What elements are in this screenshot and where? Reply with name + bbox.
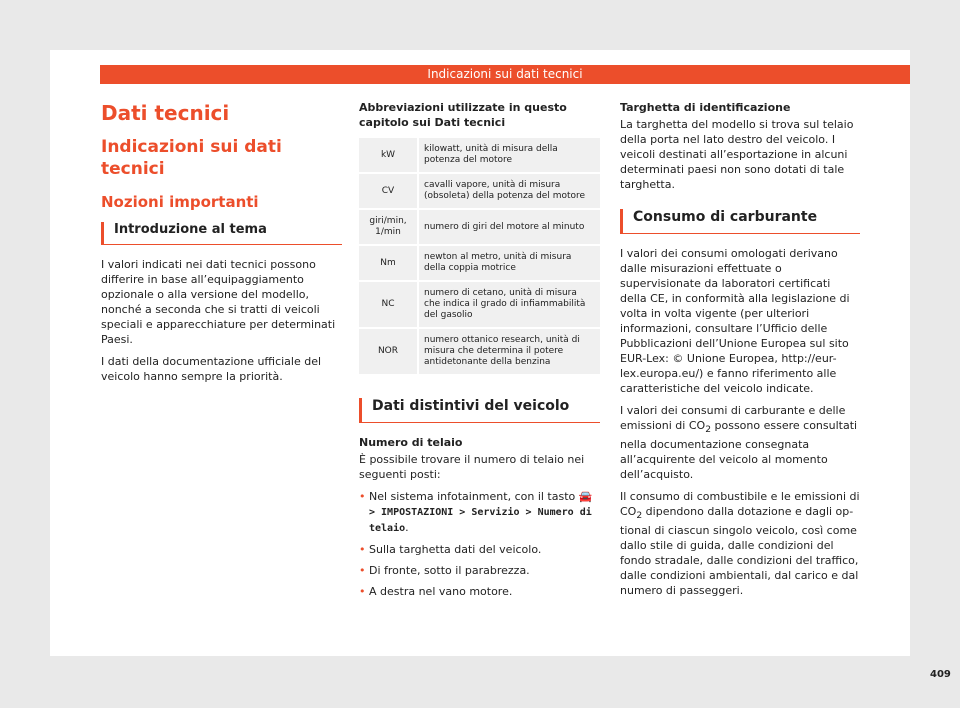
vin-label: Numero di telaio <box>359 436 463 449</box>
column-left <box>101 100 342 391</box>
list-item <box>359 563 600 578</box>
topic-heading-consumo: Consumo di carburante <box>620 209 860 234</box>
consumption-paragraph-3 <box>620 489 860 598</box>
intro-paragraph: I valori indicati nei dati tecnici possono differire in base all’equipaggiamento opzionale o alla versione del modello, nonché a seconda che si tratti di veicoli speciali e apparecchiature per determinati Paesi. <box>101 258 336 346</box>
page-number: 409 <box>930 669 951 680</box>
running-header: Indicazioni sui dati tecnici <box>100 65 910 84</box>
column-middle <box>359 100 600 605</box>
text-part: Il consumo di combustibile e le emissioni di CO <box>620 490 860 519</box>
topic-heading-dati-distintivi: Dati distintivi del veicolo <box>359 398 600 423</box>
text-part: possono essere consultati nella documentazione consegnata all’acquirente del veicolo al momento dell’acquisto. <box>620 419 858 482</box>
bullet-icon: • <box>359 585 366 598</box>
text-part: dipendono dalla dotazione e dagli optional di ciascun singolo veicolo, così come dallo stile di guida, dalle condizioni del fondo stradale, dalle condizioni del traffico, dalle condizioni ambientali, dal carico e dal numero di passeggeri. <box>620 505 859 598</box>
bullet-icon: • <box>359 564 366 577</box>
subscript: 2 <box>636 510 643 522</box>
vin-locations-list <box>359 489 600 599</box>
vin-paragraph: È possibile trovare il numero di telaio nei seguenti posti: <box>359 453 585 481</box>
abbreviation-cell: CV <box>359 174 417 208</box>
abbreviation-cell: NC <box>359 282 417 327</box>
text-part: I valori dei consumi di carburante e delle emissioni di CO <box>620 404 846 432</box>
abbreviation-cell: NOR <box>359 329 417 374</box>
subsection-title: Nozioni importanti <box>101 193 259 211</box>
list-item-text: Nel sistema infotainment, con il tasto <box>369 490 576 503</box>
bullet-icon: • <box>359 543 366 556</box>
list-item-text: Di fronte, sotto il parabrezza. <box>369 564 530 577</box>
subscript: 2 <box>705 424 712 436</box>
topic-heading-introduzione: Introduzione al tema <box>101 222 342 245</box>
menu-path: > IMPOSTAZIONI > Servizio > Numero di telaio <box>369 507 592 534</box>
description-cell: numero di cetano, unità di misura che indica il grado di infiammabilità del gasolio <box>417 282 600 327</box>
abbreviation-cell: kW <box>359 138 417 172</box>
table-row <box>359 210 600 244</box>
page <box>50 50 951 680</box>
consumption-paragraph-2 <box>620 403 860 482</box>
list-item-text: A destra nel vano motore. <box>369 585 513 598</box>
list-item <box>359 584 600 599</box>
car-menu-icon: 🚘 <box>578 490 593 503</box>
section-title: Indicazioni sui dati tecnici <box>101 137 282 179</box>
chapter-title: Dati tecnici <box>101 101 230 125</box>
priority-paragraph: I dati della documentazione ufficiale del veicolo hanno sempre la priorità. <box>101 355 322 383</box>
table-row <box>359 138 600 172</box>
list-item: • Nel sistema infotainment, con il tasto 🚘 > IMPOSTAZIONI > Servizio > Numero di telaio. <box>359 490 593 534</box>
description-cell: kilowatt, unità di misura della potenza del motore <box>417 138 600 172</box>
table-row <box>359 174 600 208</box>
id-plate-label: Targhetta di identificazione <box>620 101 791 114</box>
abbreviations-table <box>359 136 600 376</box>
description-cell: numero ottanico research, unità di misura che determina il potere antidetonante della benzina <box>417 329 600 374</box>
list-item-text: Sulla targhetta dati del veicolo. <box>369 543 542 556</box>
description-cell: cavalli vapore, unità di misura (obsoleta) della potenza del motore <box>417 174 600 208</box>
table-row <box>359 329 600 374</box>
bullet-icon: • <box>359 490 366 503</box>
abbreviation-cell: Nm <box>359 246 417 280</box>
description-cell: newton al metro, unità di misura della coppia motrice <box>417 246 600 280</box>
table-row <box>359 246 600 280</box>
column-right <box>620 100 860 605</box>
description-cell: numero di giri del motore al minuto <box>417 210 600 244</box>
abbreviations-title: Abbreviazioni utilizzate in questo capitolo sui Dati tecnici <box>359 101 567 129</box>
consumption-paragraph-1: I valori dei consumi omologati derivano dalle misurazioni effettuate o supervisionate da laboratori certificati della CE, in conformità alla legislazione di volta in volta vigente (per ulteriori informazioni, consultare l’Ufficio delle Pubblicazioni dell’Unione Europea sul sito EUR-Lex: © Unione Europea, http://eur-lex.europa.eu/) e fanno riferimento alle caratteristiche del veicolo indicate. <box>620 247 850 395</box>
list-item <box>359 542 600 557</box>
table-row <box>359 282 600 327</box>
id-plate-paragraph: La targhetta del modello si trova sul telaio della porta nel lato destro del veicolo. I veicoli destinati all’esportazione in alcuni determinati paesi non sono dotati di tale targhetta. <box>620 118 854 191</box>
abbreviation-cell: giri/min, 1/min <box>359 210 417 244</box>
